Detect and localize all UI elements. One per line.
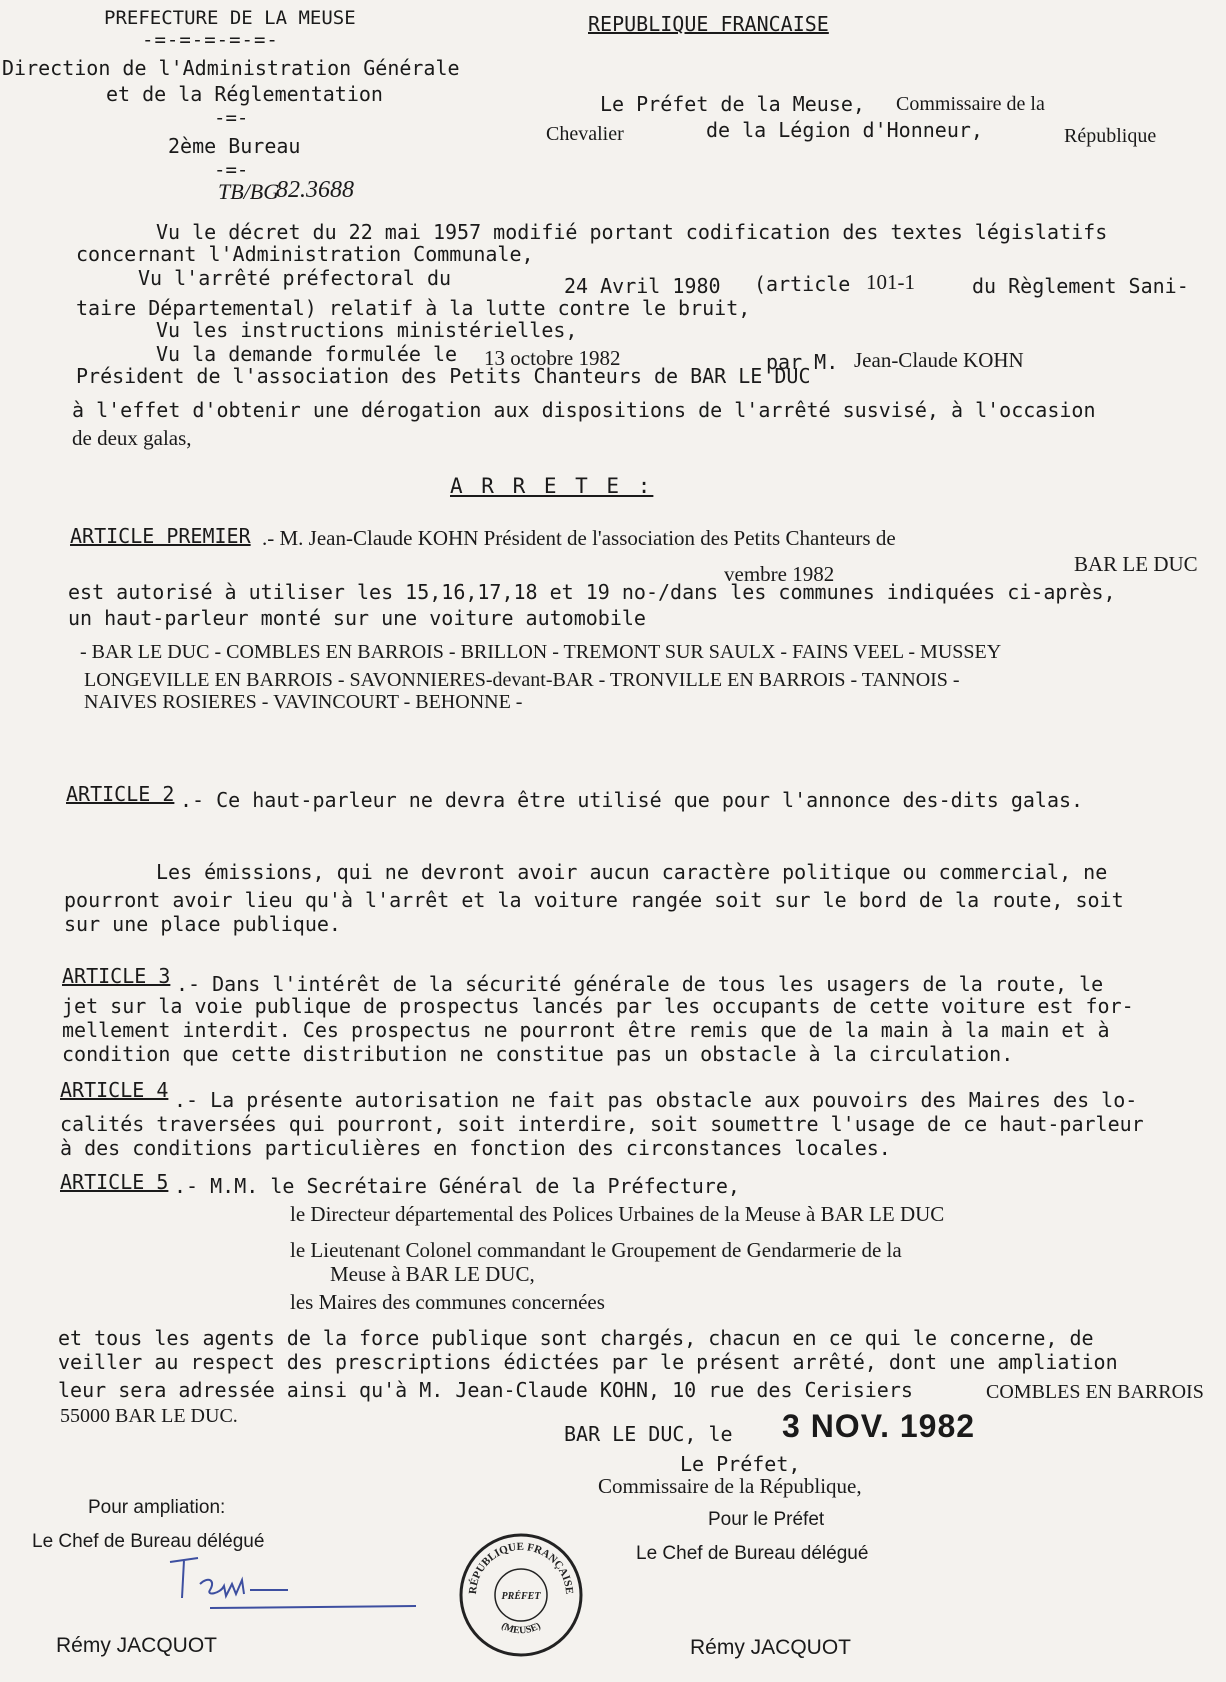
article-1-text: un haut-parleur monté sur une voiture automobile: [68, 606, 646, 630]
seal-bottom-text: (MEUSE): [499, 1620, 543, 1637]
prefet-title: Le Préfet de la Meuse,: [600, 92, 865, 116]
svg-text:(MEUSE): [499, 1621, 542, 1637]
preamble-line: (article: [754, 272, 851, 296]
signature-place: BAR LE DUC, le: [564, 1422, 733, 1446]
arrete-title: A R R E T E :: [450, 474, 654, 498]
seal-top-text: RÉPUBLIQUE FRANÇAISE: [466, 1540, 576, 1595]
prefet-title-chevalier: Chevalier: [546, 123, 624, 145]
reference-prefix: TB/BG: [218, 179, 280, 204]
prefet-title-honneur: de la Légion d'Honneur,: [706, 118, 983, 142]
separator: -=-: [214, 107, 249, 129]
article-1-insert: vembre 1982: [724, 562, 835, 586]
article-3-label: ARTICLE 3: [62, 964, 171, 988]
article-1-text: est autorisé à utiliser les 15,16,17,18 et 19 no-/dans les communes indiquées ci-après,: [68, 580, 1116, 604]
article-5-text: .- M.M. le Secrétaire Général de la Préfecture,: [174, 1174, 740, 1198]
preamble-line: Vu les instructions ministérielles,: [156, 318, 578, 342]
preamble-line: à l'effet d'obtenir une dérogation aux dispositions de l'arrêté susvisé, à l'occasion: [72, 398, 1096, 422]
article-2-text: Les émissions, qui ne devront avoir aucun caractère politique ou commercial, ne: [156, 860, 1108, 884]
preamble-line: Vu le décret du 22 mai 1957 modifié portant codification des textes législatifs: [156, 220, 1108, 244]
preamble-line: taire Départemental) relatif à la lutte contre le bruit,: [76, 296, 751, 320]
article-5-recipient: le Lieutenant Colonel commandant le Groupement de Gendarmerie de la: [290, 1238, 902, 1262]
reference-number: 82.3688: [276, 177, 354, 203]
article-4-label: ARTICLE 4: [60, 1078, 169, 1102]
communes-list: - BAR LE DUC - COMBLES EN BARROIS - BRILLON - TREMONT SUR SAULX - FAINS VEEL - MUSSEY: [80, 641, 1002, 663]
handwritten-signature: [160, 1550, 430, 1620]
prefet-signature-subtitle: Commissaire de la République,: [598, 1474, 862, 1498]
demande-date: 13 octobre 1982: [484, 346, 621, 370]
closing-text: COMBLES EN BARROIS: [986, 1381, 1204, 1403]
article-2-text: pourront avoir lieu qu'à l'arrêt et la voiture rangée soit sur le bord de la route, soit: [64, 888, 1124, 912]
seal-center-text: PRÉFET: [501, 1591, 541, 1602]
article-3-text: mellement interdit. Ces prospectus ne pourront être remis que de la main à la main et à: [62, 1018, 1110, 1042]
article-2-text: .- Ce haut-parleur ne devra être utilisé que pour l'annonce des-dits galas.: [180, 788, 1084, 812]
article-5-recipient: les Maires des communes concernées: [290, 1290, 605, 1314]
direction-line-1: Direction de l'Administration Générale: [2, 56, 460, 80]
chef-bureau-left: Le Chef de Bureau délégué: [32, 1531, 265, 1552]
pour-prefet: Pour le Préfet: [708, 1509, 825, 1530]
separator: -=-=-=-=-=-: [142, 29, 279, 51]
signatory-left: Rémy JACQUOT: [56, 1634, 218, 1657]
prefecture-seal-stamp: [456, 1530, 586, 1660]
closing-text: et tous les agents de la force publique sont chargés, chacun en ce qui le concerne, de: [58, 1326, 1094, 1350]
article-3-text: jet sur la voie publique de prospectus lancés par les occupants de cette voiture est for-: [62, 994, 1134, 1018]
article-5-recipient: Meuse à BAR LE DUC,: [330, 1262, 535, 1286]
signature-date-stamp: 3 NOV. 1982: [782, 1408, 976, 1444]
preamble-line: Vu l'arrêté préfectoral du: [138, 266, 452, 290]
pour-ampliation: Pour ampliation:: [88, 1497, 226, 1518]
preamble-line: concernant l'Administration Communale,: [76, 242, 534, 266]
article-4-text: .- La présente autorisation ne fait pas obstacle aux pouvoirs des Maires des lo-: [174, 1088, 1138, 1112]
communes-list: LONGEVILLE EN BARROIS - SAVONNIERES-devant-BAR - TRONVILLE EN BARROIS - TANNOIS -: [84, 669, 960, 691]
article-3-text: condition que cette distribution ne constitue pas un obstacle à la circulation.: [62, 1042, 1014, 1066]
prefet-signature-title: Le Préfet,: [680, 1452, 801, 1476]
article-2-label: ARTICLE 2: [66, 782, 175, 806]
article-ref: 101-1: [866, 270, 915, 294]
article-3-text: .- Dans l'intérêt de la sécurité générale de tous les usagers de la route, le: [176, 972, 1104, 996]
arrete-date: 24 Avril 1980: [564, 274, 721, 298]
article-5-label: ARTICLE 5: [60, 1170, 169, 1194]
prefet-title-commissaire: Commissaire de la: [896, 93, 1045, 115]
direction-line-2: et de la Réglementation: [106, 82, 383, 106]
bureau-label: 2ème Bureau: [168, 134, 301, 158]
preamble-line: par M.: [766, 350, 839, 374]
prefecture-heading: PREFECTURE DE LA MEUSE: [104, 7, 356, 29]
preamble-line: du Règlement Sani-: [972, 274, 1189, 298]
prefet-title-republique: République: [1064, 125, 1157, 147]
preamble-line: Vu la demande formulée le: [156, 342, 458, 366]
applicant-name: Jean-Claude KOHN: [854, 348, 1024, 372]
closing-text: veiller au respect des prescriptions édictées par le présent arrêté, dont une ampliation: [58, 1350, 1118, 1374]
republique-heading: REPUBLIQUE FRANCAISE: [588, 12, 829, 36]
closing-text: 55000 BAR LE DUC.: [60, 1405, 238, 1427]
article-4-text: à des conditions particulières en fonction des circonstances locales.: [60, 1136, 891, 1160]
article-1-label: ARTICLE PREMIER: [70, 524, 251, 548]
communes-list: NAIVES ROSIERES - VAVINCOURT - BEHONNE -: [84, 691, 523, 713]
article-4-text: calités traversées qui pourront, soit interdire, soit soumettre l'usage de ce haut-parleur: [60, 1112, 1144, 1136]
article-1-text: .- M. Jean-Claude KOHN Président de l'association des Petits Chanteurs de: [262, 526, 896, 550]
signatory-right: Rémy JACQUOT: [690, 1636, 852, 1659]
separator: -=-: [214, 159, 249, 181]
chef-bureau-right: Le Chef de Bureau délégué: [636, 1543, 869, 1564]
preamble-line: Président de l'association des Petits Chanteurs de BAR LE DUC: [76, 364, 811, 388]
closing-text: leur sera adressée ainsi qu'à M. Jean-Claude KOHN, 10 rue des Cerisiers: [58, 1378, 913, 1402]
article-5-recipient: le Directeur départemental des Polices Urbaines de la Meuse à BAR LE DUC: [290, 1202, 945, 1226]
article-1-text: BAR LE DUC: [1074, 552, 1198, 576]
preamble-line: de deux galas,: [72, 426, 192, 450]
article-2-text: sur une place publique.: [64, 912, 341, 936]
